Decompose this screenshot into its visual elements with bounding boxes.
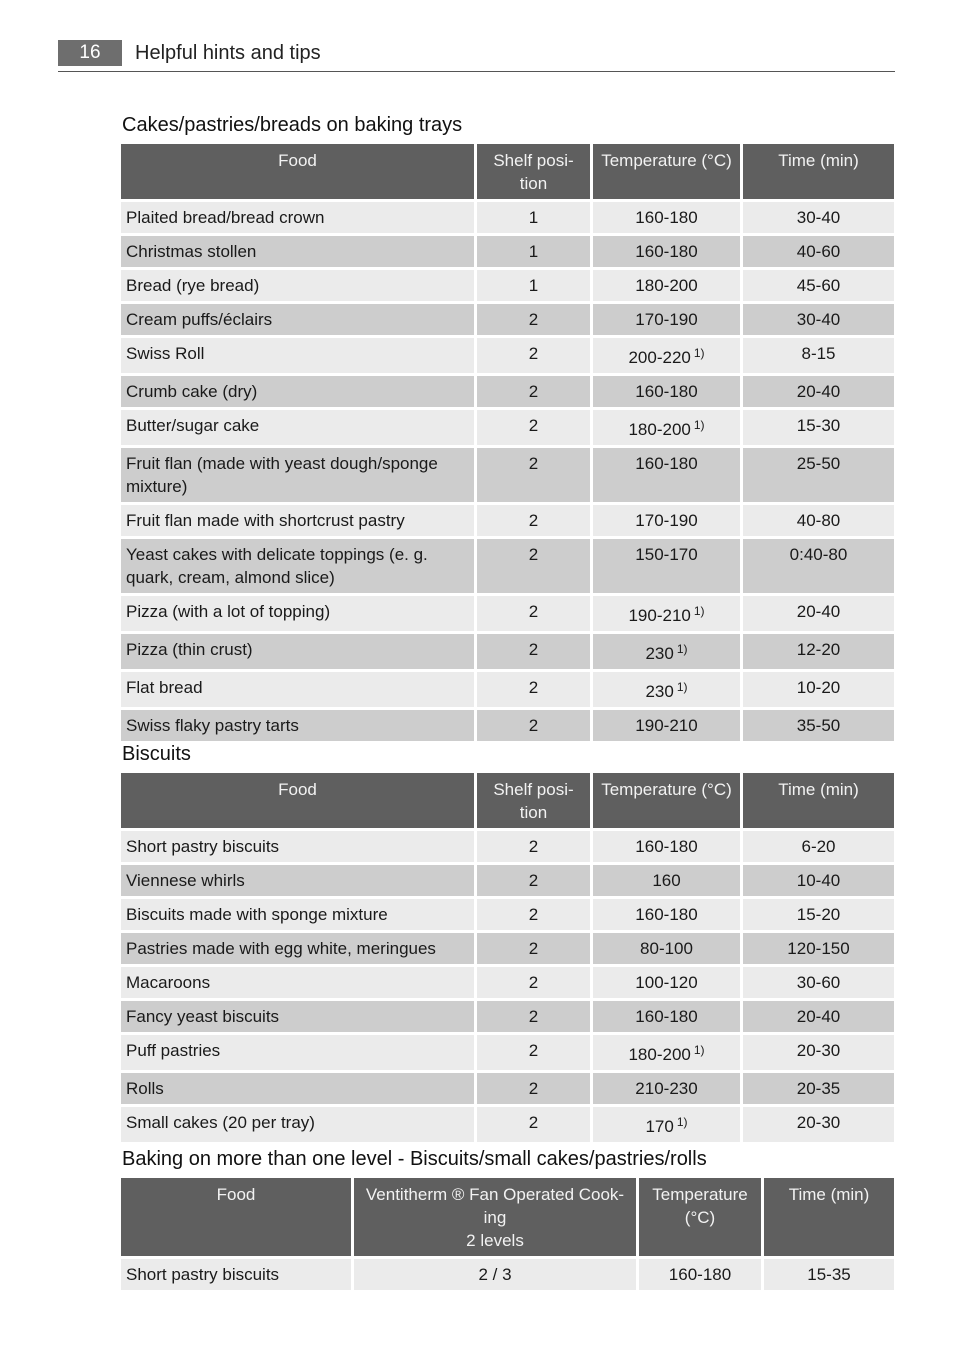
baking-trays-table [118,141,897,744]
table-header-row [121,1178,894,1256]
shelf-cell [477,1107,590,1142]
temp-cell [593,376,740,407]
time-value: 45-60 [796,276,841,295]
temp-value: 170-190 [635,511,698,530]
table-row [121,1259,894,1290]
temp-cell [593,505,740,536]
food-value: Cream puffs/éclairs [126,310,273,329]
shelf-value: 1 [528,242,539,261]
time-cell [743,1107,894,1142]
shelf-value: 2 [528,545,539,564]
table-row [121,933,894,964]
temp-cell [593,410,740,445]
column-header: Shelf posi- tion [477,144,590,199]
temp-cell [593,634,740,669]
time-value: 15-35 [807,1265,851,1284]
food-value: Small cakes (20 per tray) [126,1113,315,1132]
time-value: 30-40 [796,208,841,227]
shelf-value: 2 [528,382,539,401]
table-row [121,672,894,707]
food-value: Fancy yeast biscuits [126,1007,280,1026]
time-value: 6-20 [801,837,836,856]
food-cell [121,710,474,741]
food-value: Pizza (with a lot of topping) [126,602,331,621]
temp-cell [593,967,740,998]
shelf-value: 2 [528,454,539,473]
time-value: 20-30 [796,1113,841,1132]
temp-value: 230 [645,644,674,663]
section-title-biscuits: Biscuits [122,743,191,765]
shelf-value: 2 [528,1041,539,1060]
header-title: Helpful hints and tips [135,42,321,64]
temp-value: 100-120 [635,973,698,992]
shelf-value: 2 [528,939,539,958]
food-cell [121,410,474,445]
temp-value: 200-220 [628,348,691,367]
food-value: Swiss flaky pastry tarts [126,716,299,735]
time-value: 20-35 [796,1079,841,1098]
table-row [121,270,894,301]
food-value: Macaroons [126,973,211,992]
shelf-value: 2 [528,716,539,735]
table-row [121,710,894,741]
time-value: 0:40-80 [789,545,848,564]
time-cell [743,304,894,335]
shelf-value: 2 [528,1079,539,1098]
shelf-cell [477,967,590,998]
footnote-marker: 1) [676,642,688,656]
shelf-value: 2 [528,602,539,621]
food-value: Christmas stollen [126,242,257,261]
column-header: Ventitherm ® Fan Operated Cook- ing 2 levels [354,1178,636,1256]
levels-value: 2 / 3 [478,1265,512,1284]
column-header: Temperature (°C) [593,773,740,828]
footnote-marker: 1) [693,604,705,618]
shelf-cell [477,899,590,930]
table-row [121,539,894,593]
page-header [58,40,895,72]
table-row [121,967,894,998]
shelf-cell [477,376,590,407]
table-header-row [121,144,894,199]
time-value: 20-40 [796,382,841,401]
table-header-row [121,773,894,828]
shelf-value: 2 [528,1007,539,1026]
shelf-value: 2 [528,1113,539,1132]
temp-cell [593,831,740,862]
time-cell [743,539,894,593]
shelf-cell [477,448,590,502]
food-cell [121,505,474,536]
time-cell [743,933,894,964]
time-value: 10-40 [796,871,841,890]
food-value: Rolls [126,1079,164,1098]
temp-cell [593,1073,740,1104]
shelf-cell [477,539,590,593]
temp-value: 170 [645,1117,674,1136]
time-cell [743,410,894,445]
shelf-cell [477,865,590,896]
multilevel-table [118,1175,897,1293]
food-value: Plaited bread/bread crown [126,208,325,227]
column-header: Time (min) [743,144,894,199]
time-cell [743,448,894,502]
time-value: 20-40 [796,1007,841,1026]
food-cell [121,865,474,896]
time-value: 25-50 [796,454,841,473]
column-header: Food [121,1178,351,1256]
time-value: 40-80 [796,511,841,530]
temp-value: 180-200 [628,1045,691,1064]
time-cell [743,899,894,930]
food-value: Butter/sugar cake [126,416,260,435]
time-value: 30-60 [796,973,841,992]
food-cell [121,202,474,233]
food-value: Yeast cakes with delicate toppings (e. g. quark, cream, almond slice) [126,545,428,587]
shelf-cell [477,1001,590,1032]
table-row [121,448,894,502]
shelf-value: 1 [528,208,539,227]
temp-value: 180-200 [628,420,691,439]
temp-value: 180-200 [635,276,698,295]
food-cell [121,672,474,707]
shelf-cell [477,270,590,301]
food-cell [121,376,474,407]
time-cell [743,1001,894,1032]
column-header: Food [121,773,474,828]
footnote-marker: 1) [693,1043,705,1057]
footnote-marker: 1) [676,680,688,694]
temp-cell [593,672,740,707]
food-value: Fruit flan made with shortcrust pastry [126,511,405,530]
temp-cell [593,270,740,301]
table-row [121,338,894,373]
table-row [121,1107,894,1142]
shelf-cell [477,634,590,669]
temp-cell [593,202,740,233]
time-cell [743,831,894,862]
shelf-value: 2 [528,837,539,856]
time-cell [743,634,894,669]
temp-cell [593,338,740,373]
table-row [121,202,894,233]
time-value: 120-150 [787,939,850,958]
temp-value: 170-190 [635,310,698,329]
food-cell [121,448,474,502]
food-cell [121,831,474,862]
temp-value: 190-210 [628,606,691,625]
time-value: 35-50 [796,716,841,735]
table-row [121,304,894,335]
food-cell [121,236,474,267]
shelf-value: 2 [528,973,539,992]
column-header: Temperature (°C) [593,144,740,199]
temp-cell [593,899,740,930]
temp-cell [593,539,740,593]
footnote-marker: 1) [693,418,705,432]
time-value: 30-40 [796,310,841,329]
food-cell [121,1259,351,1290]
shelf-value: 2 [528,678,539,697]
temp-value: 160-180 [635,382,698,401]
time-cell [743,1073,894,1104]
shelf-value: 2 [528,344,539,363]
shelf-cell [477,304,590,335]
table-row [121,831,894,862]
temp-value: 160-180 [668,1265,732,1284]
shelf-cell [477,236,590,267]
temp-value: 160 [652,871,681,890]
food-cell [121,596,474,631]
column-header: Food [121,144,474,199]
time-cell [743,967,894,998]
temp-value: 160-180 [635,837,698,856]
temp-cell [593,865,740,896]
time-value: 20-30 [796,1041,841,1060]
table-row [121,634,894,669]
food-value: Swiss Roll [126,344,205,363]
shelf-value: 2 [528,416,539,435]
shelf-cell [477,672,590,707]
food-value: Biscuits made with sponge mixture [126,905,388,924]
time-value: 20-40 [796,602,841,621]
table-row [121,1073,894,1104]
time-value: 12-20 [796,640,841,659]
shelf-value: 2 [528,511,539,530]
table-row [121,236,894,267]
shelf-value: 2 [528,310,539,329]
food-cell [121,1073,474,1104]
food-cell [121,1001,474,1032]
food-value: Pastries made with egg white, meringues [126,939,436,958]
time-cell [743,505,894,536]
temp-value: 150-170 [635,545,698,564]
temp-value: 160-180 [635,905,698,924]
temp-value: 190-210 [635,716,698,735]
shelf-cell [477,933,590,964]
food-cell [121,634,474,669]
temp-value: 160-180 [635,208,698,227]
temp-cell [593,596,740,631]
temp-cell [593,1107,740,1142]
food-cell [121,967,474,998]
temp-cell [593,1001,740,1032]
shelf-cell [477,596,590,631]
shelf-cell [477,410,590,445]
time-value: 15-30 [796,416,841,435]
temp-cell [593,1035,740,1070]
shelf-cell [477,505,590,536]
temp-value: 160-180 [635,1007,698,1026]
shelf-cell [477,202,590,233]
levels-cell [354,1259,636,1290]
shelf-value: 2 [528,905,539,924]
table-row [121,1035,894,1070]
food-cell [121,304,474,335]
time-value: 8-15 [801,344,836,363]
table-row [121,505,894,536]
table-row [121,899,894,930]
food-value: Fruit flan (made with yeast dough/sponge mixture) [126,454,438,496]
shelf-value: 2 [528,871,539,890]
column-header: Time (min) [764,1178,894,1256]
temp-value: 160-180 [635,454,698,473]
temp-cell [593,236,740,267]
food-value: Puff pastries [126,1041,221,1060]
section-title-trays: Cakes/pastries/breads on baking trays [122,114,463,136]
shelf-cell [477,710,590,741]
food-cell [121,1107,474,1142]
table-row [121,1001,894,1032]
column-header: Time (min) [743,773,894,828]
column-header: Shelf posi- tion [477,773,590,828]
temp-cell [593,304,740,335]
food-value: Short pastry biscuits [126,837,280,856]
shelf-value: 1 [528,276,539,295]
shelf-cell [477,1035,590,1070]
time-cell [743,236,894,267]
time-value: 40-60 [796,242,841,261]
food-cell [121,539,474,593]
time-cell [764,1259,894,1290]
table-row [121,596,894,631]
food-cell [121,899,474,930]
time-cell [743,672,894,707]
temp-value: 210-230 [635,1079,698,1098]
time-value: 15-20 [796,905,841,924]
temp-cell [593,710,740,741]
temp-value: 160-180 [635,242,698,261]
temp-cell [593,933,740,964]
time-cell [743,376,894,407]
food-value: Crumb cake (dry) [126,382,258,401]
section-title-multilevel: Baking on more than one level - Biscuits/small cakes/pastries/rolls [122,1148,707,1170]
biscuits-table [118,770,897,1145]
time-cell [743,1035,894,1070]
footnote-marker: 1) [676,1115,688,1129]
food-cell [121,338,474,373]
food-cell [121,270,474,301]
time-value: 10-20 [796,678,841,697]
shelf-cell [477,831,590,862]
food-cell [121,933,474,964]
time-cell [743,270,894,301]
footnote-marker: 1) [693,346,705,360]
time-cell [743,202,894,233]
food-value: Viennese whirls [126,871,245,890]
time-cell [743,596,894,631]
temp-value: 230 [645,682,674,701]
food-cell [121,1035,474,1070]
shelf-value: 2 [528,640,539,659]
time-cell [743,710,894,741]
time-cell [743,338,894,373]
shelf-cell [477,1073,590,1104]
table-row [121,410,894,445]
shelf-cell [477,338,590,373]
table-row [121,376,894,407]
temp-cell [639,1259,761,1290]
table-row [121,865,894,896]
column-header: Temperature (°C) [639,1178,761,1256]
temp-cell [593,448,740,502]
food-value: Flat bread [126,678,203,697]
food-value: Short pastry biscuits [126,1265,280,1284]
time-cell [743,865,894,896]
page-number: 16 [58,40,122,66]
food-value: Pizza (thin crust) [126,640,253,659]
food-value: Bread (rye bread) [126,276,260,295]
temp-value: 80-100 [640,939,693,958]
